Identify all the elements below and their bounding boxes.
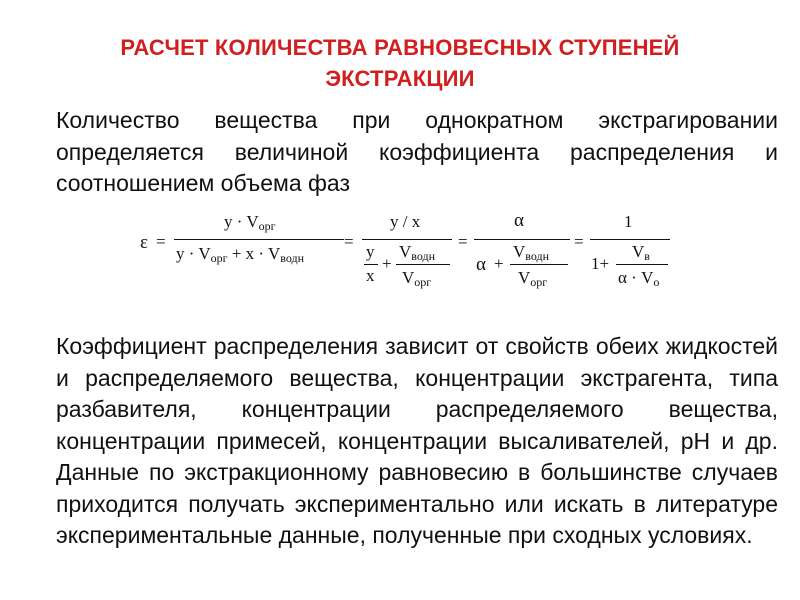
t3-inner-den: Vорг: [518, 268, 548, 289]
extraction-formula: [140, 204, 700, 304]
t2-inner-num: Vводн: [399, 242, 436, 263]
t3-fraction-bar: [474, 239, 570, 240]
t4-den-one: 1+: [591, 254, 610, 273]
t1-denominator: y · Vорг + x · Vводн: [176, 244, 305, 265]
formula-eq-4: =: [574, 232, 584, 251]
t4-numerator: 1: [624, 212, 633, 231]
t2-numerator: y / x: [390, 212, 421, 231]
t1-numerator: y · Vорг: [224, 212, 276, 233]
paragraph-coefficient: Коэффициент распределения зависит от свойств обеих жидкостей и распределяемого вещества, концентрации экстрагента, типа разбавителя, концентрации распределяемого вещества, концентрации примесей, концентрации высаливателей, рН и др. Данные по экстракционному равновесию в большинстве случаев приходится получать экспериментально или искать в литературе экспериментальные данные, полученные при сходных условиях.: [56, 333, 778, 548]
title-line-1: РАСЧЕТ КОЛИЧЕСТВА РАВНОВЕСНЫХ СТУПЕНЕЙ: [120, 35, 680, 60]
t1-fraction-bar: [174, 239, 344, 240]
formula-lhs: ε: [140, 232, 148, 253]
t2-plus: +: [382, 254, 392, 273]
t3-den-alpha: α: [476, 254, 486, 275]
t2-fraction-bar: [362, 239, 452, 240]
t4-inner-den: α · Vо: [618, 268, 660, 289]
formula-eq-3: =: [458, 232, 468, 251]
t3-inner-num: Vводн: [513, 242, 550, 263]
title-line-2: ЭКСТРАКЦИИ: [325, 66, 475, 91]
t3-inner-bar: [510, 264, 568, 265]
formula-eq-2: =: [344, 232, 354, 251]
t2-den-y: y: [366, 242, 375, 261]
t2-inner-bar-left: [364, 264, 378, 265]
t3-plus: +: [494, 254, 504, 273]
t2-inner-bar: [396, 264, 450, 265]
t2-den-x: x: [366, 266, 375, 285]
formula-eq-1: =: [156, 232, 166, 251]
t3-numerator: α: [514, 210, 524, 231]
t2-inner-den: Vорг: [402, 268, 432, 289]
t4-inner-num: Vв: [632, 242, 650, 263]
t4-inner-bar: [616, 264, 668, 265]
paragraph-intro: Количество вещества при однократном экстрагировании определяется величиной коэффициента распределения и соотношением объема фаз: [56, 107, 778, 196]
slide-title: [20, 32, 780, 94]
t4-fraction-bar: [590, 239, 670, 240]
